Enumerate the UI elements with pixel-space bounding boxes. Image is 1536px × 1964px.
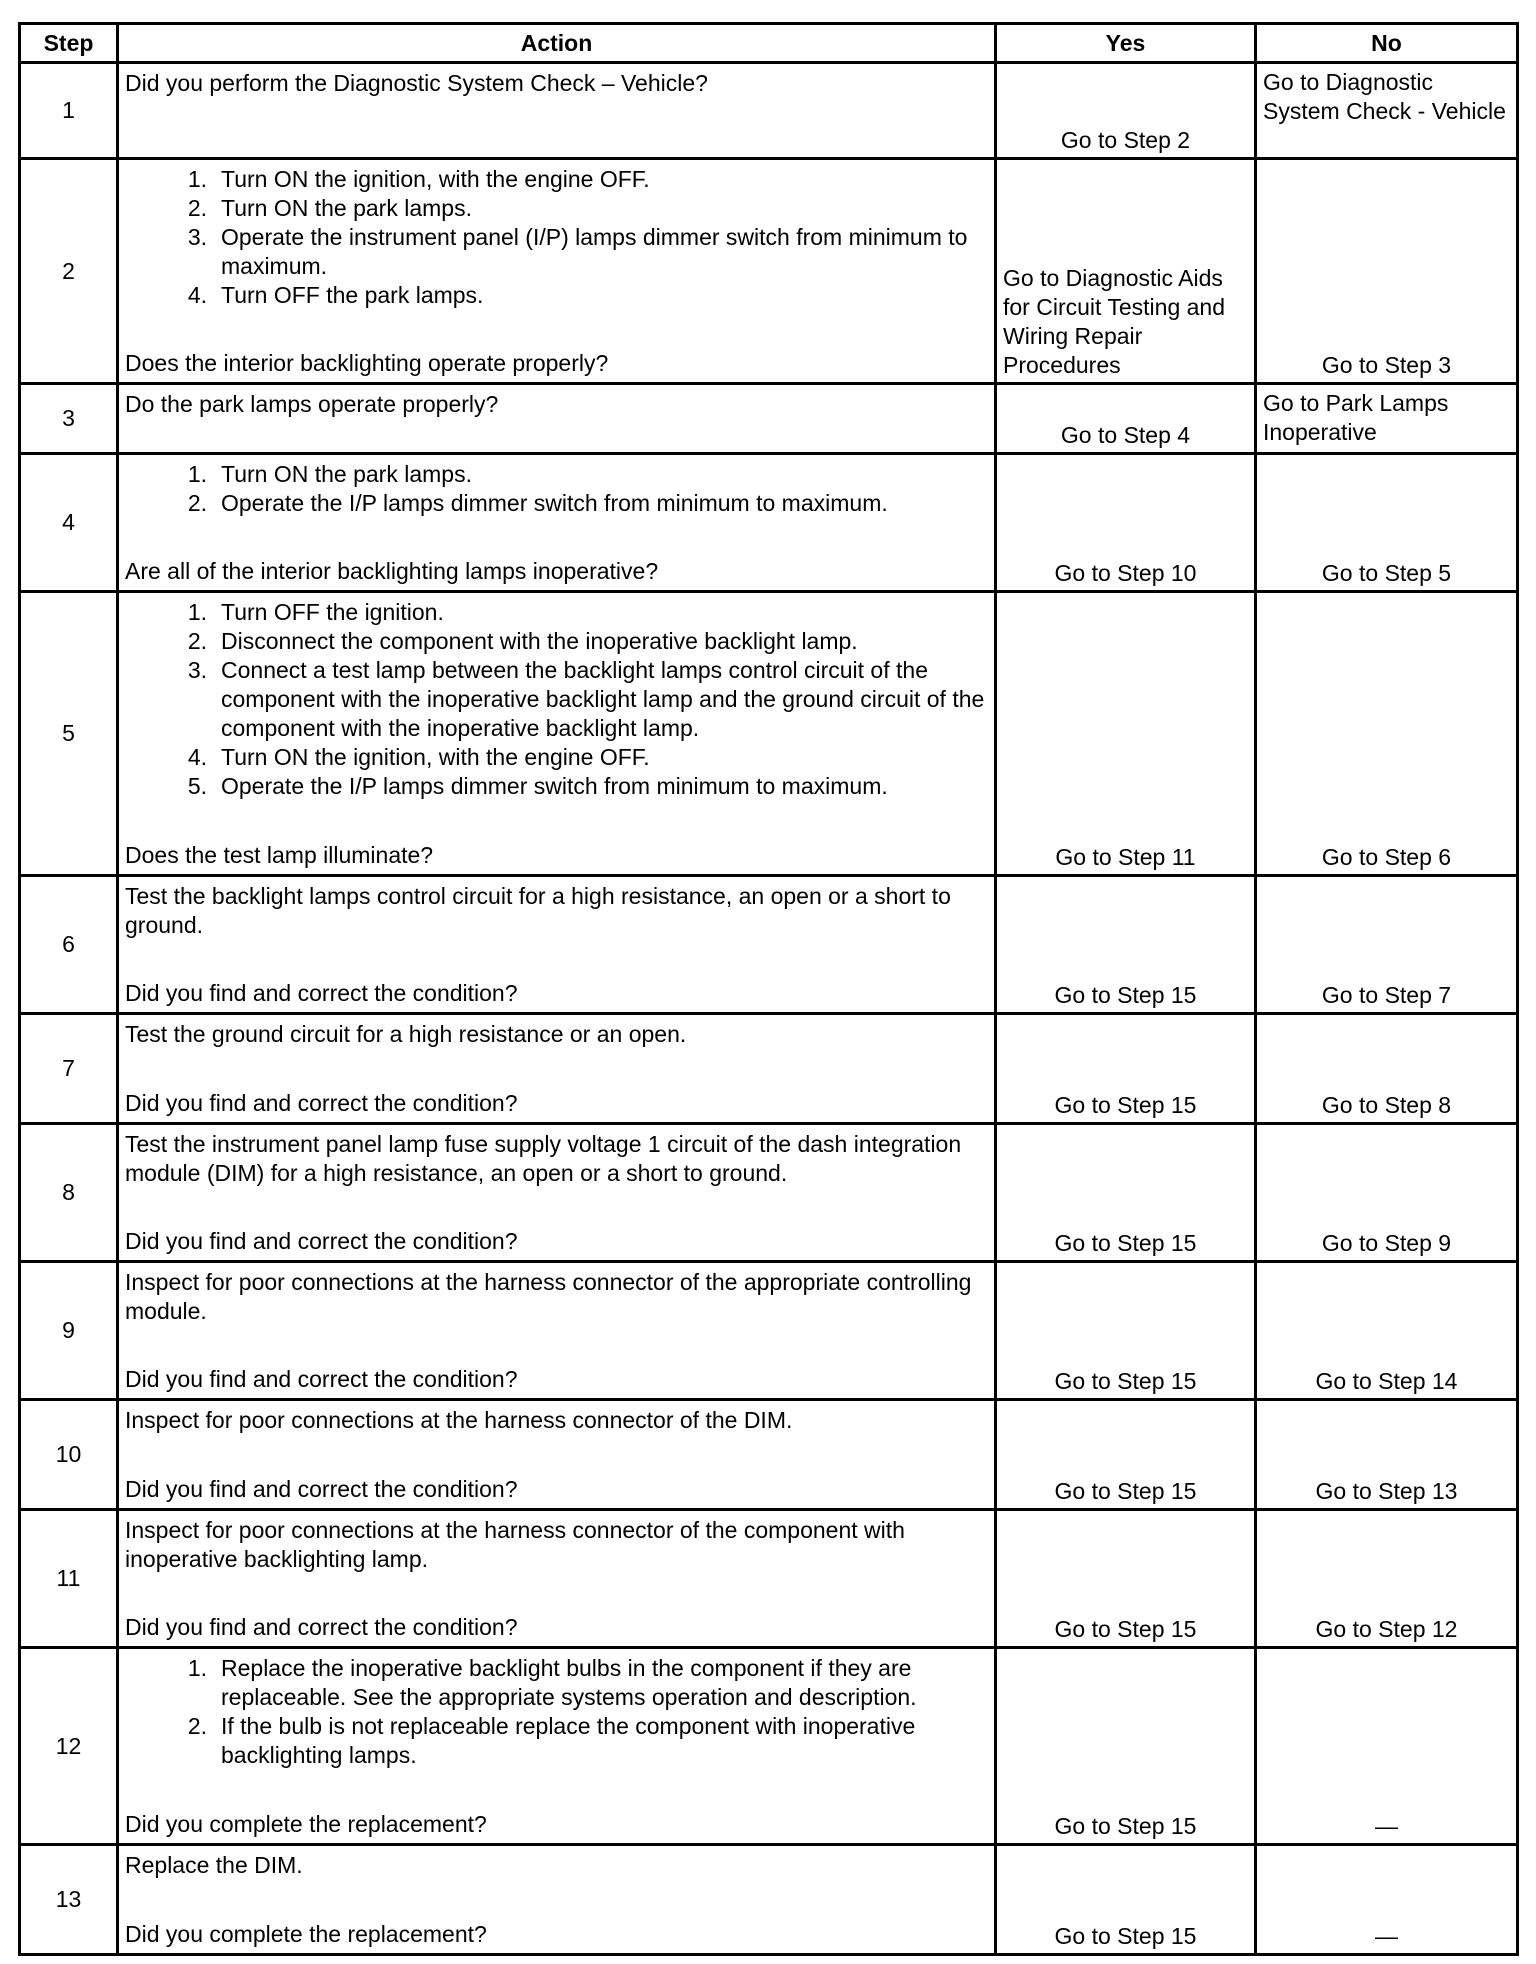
no-result: Go to Step 13	[1256, 1400, 1518, 1510]
yes-result: Go to Step 15	[996, 1014, 1256, 1124]
table-row	[20, 1124, 1518, 1262]
substep-number: 1.	[187, 461, 207, 487]
yes-result: Go to Diagnostic Aids for Circuit Testing and Wiring Repair Procedures	[996, 159, 1256, 384]
yes-result: Go to Step 15	[996, 1400, 1256, 1510]
list-item	[125, 489, 986, 518]
action-substeps	[125, 598, 986, 801]
list-item	[125, 1654, 986, 1712]
table-row	[20, 1845, 1518, 1955]
step-number: 7	[20, 1014, 118, 1124]
action-question: Did you find and correct the condition?	[125, 1228, 518, 1254]
no-result: Go to Step 9	[1256, 1124, 1518, 1262]
action-question: Did you find and correct the condition?	[125, 1614, 518, 1640]
substep-number: 4.	[187, 744, 207, 770]
action-cell	[118, 592, 996, 876]
list-item	[125, 460, 986, 489]
table-row	[20, 1262, 1518, 1400]
no-result: Go to Diagnostic System Check - Vehicle	[1256, 63, 1518, 159]
step-number: 3	[20, 384, 118, 454]
action-question: Are all of the interior backlighting lamps inoperative?	[125, 558, 659, 584]
diagnostic-table	[18, 22, 1519, 1956]
action-cell	[118, 1124, 996, 1262]
action-instruction: Test the ground circuit for a high resistance or an open.	[125, 1021, 687, 1047]
substep-text: Turn ON the ignition, with the engine OFF.	[221, 166, 650, 192]
substep-number: 1.	[187, 166, 207, 192]
action-substeps	[125, 460, 986, 518]
substep-text: Turn ON the ignition, with the engine OFF.	[221, 744, 650, 770]
substep-number: 2.	[187, 195, 207, 221]
no-result: Go to Park Lamps Inoperative	[1256, 384, 1518, 454]
action-substeps	[125, 165, 986, 310]
action-instruction: Do the park lamps operate properly?	[125, 391, 499, 417]
action-question: Does the interior backlighting operate properly?	[125, 350, 609, 376]
table-row	[20, 63, 1518, 159]
action-instruction: Test the backlight lamps control circuit for a high resistance, an open or a short to ground.	[125, 883, 951, 938]
table-row	[20, 1014, 1518, 1124]
action-question: Did you find and correct the condition?	[125, 1090, 518, 1116]
substep-number: 2.	[187, 490, 207, 516]
list-item	[125, 743, 986, 772]
table-body	[20, 63, 1518, 1955]
action-cell	[118, 1648, 996, 1845]
no-result: —	[1256, 1648, 1518, 1845]
action-cell	[118, 63, 996, 159]
yes-result: Go to Step 4	[996, 384, 1256, 454]
action-question: Did you complete the replacement?	[125, 1811, 487, 1837]
action-cell	[118, 1845, 996, 1955]
table-row	[20, 454, 1518, 592]
list-item	[125, 1712, 986, 1770]
substep-text: Turn ON the park lamps.	[221, 195, 472, 221]
step-number: 1	[20, 63, 118, 159]
substep-text: Turn ON the park lamps.	[221, 461, 472, 487]
action-instruction: Inspect for poor connections at the harness connector of the component with inoperative backlighting lamp.	[125, 1517, 905, 1572]
list-item	[125, 598, 986, 627]
step-number: 4	[20, 454, 118, 592]
substep-text: Operate the instrument panel (I/P) lamps dimmer switch from minimum to maximum.	[221, 224, 968, 279]
action-cell	[118, 1262, 996, 1400]
yes-result: Go to Step 15	[996, 1845, 1256, 1955]
substep-number: 5.	[187, 773, 207, 799]
substep-number: 3.	[187, 657, 207, 683]
substep-number: 1.	[187, 599, 207, 625]
substep-number: 4.	[187, 282, 207, 308]
step-number: 10	[20, 1400, 118, 1510]
step-number: 8	[20, 1124, 118, 1262]
no-result: Go to Step 8	[1256, 1014, 1518, 1124]
action-question: Does the test lamp illuminate?	[125, 842, 434, 868]
step-number: 9	[20, 1262, 118, 1400]
table-row	[20, 384, 1518, 454]
yes-result: Go to Step 10	[996, 454, 1256, 592]
action-question: Did you find and correct the condition?	[125, 980, 518, 1006]
no-result: Go to Step 14	[1256, 1262, 1518, 1400]
yes-result: Go to Step 11	[996, 592, 1256, 876]
table-row	[20, 592, 1518, 876]
no-result: Go to Step 3	[1256, 159, 1518, 384]
list-item	[125, 772, 986, 801]
action-cell	[118, 159, 996, 384]
action-cell	[118, 1014, 996, 1124]
step-number: 11	[20, 1510, 118, 1648]
diagnostic-table-page	[18, 22, 1516, 1956]
substep-text: If the bulb is not replaceable replace the component with inoperative backlighting lamps.	[221, 1713, 916, 1768]
step-number: 2	[20, 159, 118, 384]
action-instruction: Inspect for poor connections at the harness connector of the appropriate controlling module.	[125, 1269, 972, 1324]
no-result: Go to Step 12	[1256, 1510, 1518, 1648]
table-row	[20, 159, 1518, 384]
list-item	[125, 194, 986, 223]
substep-text: Turn OFF the park lamps.	[221, 282, 484, 308]
action-question: Did you find and correct the condition?	[125, 1476, 518, 1502]
list-item	[125, 627, 986, 656]
action-cell	[118, 1400, 996, 1510]
table-row	[20, 1510, 1518, 1648]
substep-number: 2.	[187, 628, 207, 654]
no-result: Go to Step 6	[1256, 592, 1518, 876]
substep-number: 2.	[187, 1713, 207, 1739]
substep-text: Replace the inoperative backlight bulbs in the component if they are replaceable. See the appropriate systems operation and description.	[221, 1655, 917, 1710]
header-no: No	[1256, 24, 1518, 63]
header-yes: Yes	[996, 24, 1256, 63]
action-question: Did you complete the replacement?	[125, 1921, 487, 1947]
action-cell	[118, 454, 996, 592]
list-item	[125, 281, 986, 310]
action-instruction: Replace the DIM.	[125, 1852, 303, 1878]
table-row	[20, 1400, 1518, 1510]
header-action: Action	[118, 24, 996, 63]
action-instruction: Inspect for poor connections at the harness connector of the DIM.	[125, 1407, 793, 1433]
table-row	[20, 876, 1518, 1014]
no-result: Go to Step 5	[1256, 454, 1518, 592]
yes-result: Go to Step 15	[996, 1510, 1256, 1648]
substep-text: Connect a test lamp between the backlight lamps control circuit of the component with the inoperative backlight lamp and the ground circuit of the component with the inoperative backlight lamp.	[221, 657, 985, 741]
substep-text: Turn OFF the ignition.	[221, 599, 444, 625]
yes-result: Go to Step 15	[996, 1648, 1256, 1845]
action-cell	[118, 384, 996, 454]
list-item	[125, 223, 986, 281]
header-step: Step	[20, 24, 118, 63]
substep-text: Operate the I/P lamps dimmer switch from minimum to maximum.	[221, 490, 888, 516]
no-result: —	[1256, 1845, 1518, 1955]
step-number: 6	[20, 876, 118, 1014]
action-instruction: Test the instrument panel lamp fuse supply voltage 1 circuit of the dash integration module (DIM) for a high resistance, an open or a short to ground.	[125, 1131, 962, 1186]
list-item	[125, 656, 986, 743]
substep-text: Disconnect the component with the inoperative backlight lamp.	[221, 628, 858, 654]
action-substeps	[125, 1654, 986, 1770]
action-cell	[118, 1510, 996, 1648]
action-question: Did you find and correct the condition?	[125, 1366, 518, 1392]
substep-number: 1.	[187, 1655, 207, 1681]
table-header-row	[20, 24, 1518, 63]
step-number: 5	[20, 592, 118, 876]
action-cell	[118, 876, 996, 1014]
substep-text: Operate the I/P lamps dimmer switch from minimum to maximum.	[221, 773, 888, 799]
yes-result: Go to Step 15	[996, 1124, 1256, 1262]
no-result: Go to Step 7	[1256, 876, 1518, 1014]
action-instruction: Did you perform the Diagnostic System Check – Vehicle?	[125, 70, 708, 96]
step-number: 13	[20, 1845, 118, 1955]
substep-number: 3.	[187, 224, 207, 250]
table-row	[20, 1648, 1518, 1845]
yes-result: Go to Step 2	[996, 63, 1256, 159]
list-item	[125, 165, 986, 194]
yes-result: Go to Step 15	[996, 876, 1256, 1014]
step-number: 12	[20, 1648, 118, 1845]
yes-result: Go to Step 15	[996, 1262, 1256, 1400]
